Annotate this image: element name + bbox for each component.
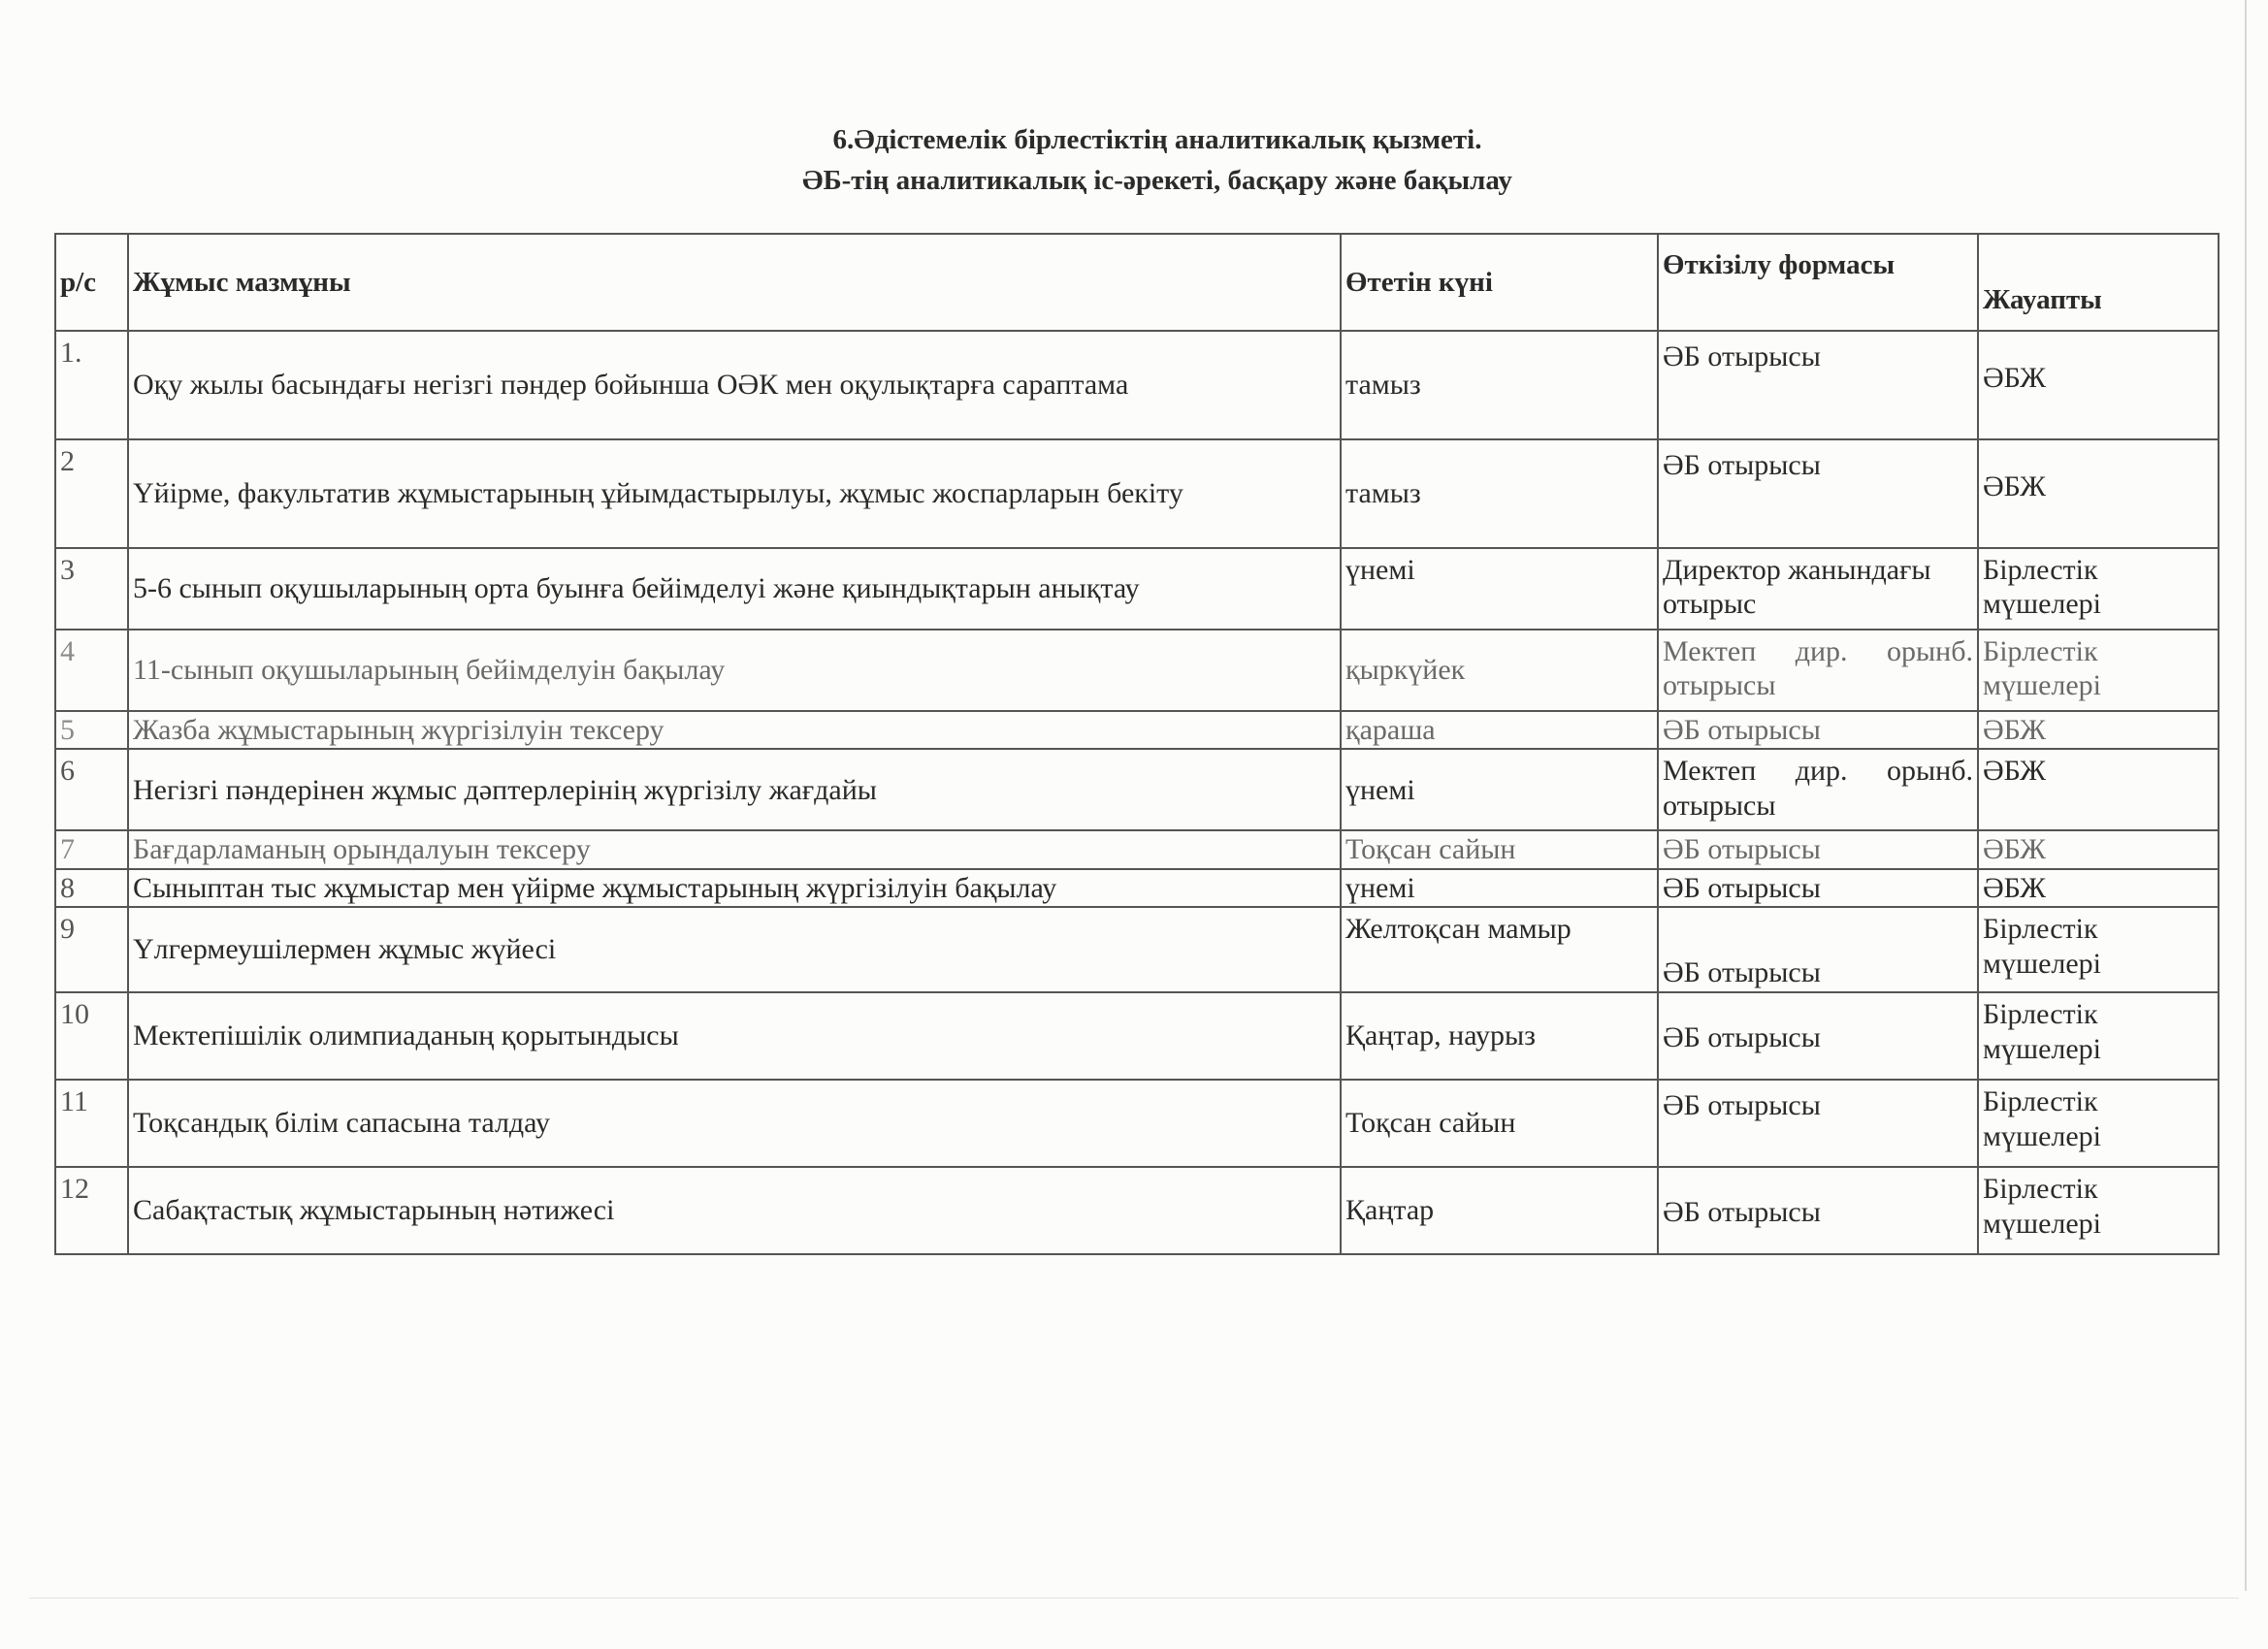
row-date: тамыз (1341, 439, 1658, 548)
table-row (55, 630, 2219, 711)
row-number: 1. (55, 331, 128, 439)
row-form: Мектеп дир. орынб. отырысы (1658, 630, 1978, 711)
row-number: 3 (55, 548, 128, 630)
row-form: Мектеп дир. орынб. отырысы (1658, 749, 1978, 830)
row-responsible: ӘБЖ (1978, 830, 2219, 868)
row-form: Директор жанындағы отырыс (1658, 548, 1978, 630)
header-responsible: Жауапты (1978, 234, 2219, 331)
row-date: тамыз (1341, 331, 1658, 439)
page-bottom-line (29, 1598, 2239, 1599)
row-form: ӘБ отырысы (1658, 907, 1978, 992)
row-content: 5-6 сынып оқушыларының орта буынға бейімделуі және қиындықтарын анықтау (128, 548, 1341, 630)
row-date: Қаңтар (1341, 1167, 1658, 1254)
row-form: ӘБ отырысы (1658, 1080, 1978, 1167)
row-number: 10 (55, 992, 128, 1080)
row-responsible: Бірлестік мүшелері (1978, 1167, 2219, 1254)
row-date: Тоқсан сайын (1341, 830, 1658, 868)
row-content: Тоқсандық білім сапасына талдау (128, 1080, 1341, 1167)
row-content: Мектепішілік олимпиаданың қорытындысы (128, 992, 1341, 1080)
row-date: үнемі (1341, 869, 1658, 907)
row-number: 5 (55, 711, 128, 749)
row-content: Сабақтастық жұмыстарының нәтижесі (128, 1167, 1341, 1254)
table-row (55, 1080, 2219, 1167)
row-responsible: ӘБЖ (1978, 711, 2219, 749)
row-date: қараша (1341, 711, 1658, 749)
row-number: 12 (55, 1167, 128, 1254)
row-form: ӘБ отырысы (1658, 1167, 1978, 1254)
row-form: ӘБ отырысы (1658, 331, 1978, 439)
row-responsible: Бірлестік мүшелері (1978, 907, 2219, 992)
row-content: Сыныптан тыс жұмыстар мен үйірме жұмыстарының жүргізілуін бақылау (128, 869, 1341, 907)
row-number: 2 (55, 439, 128, 548)
table-row (55, 992, 2219, 1080)
row-form: ӘБ отырысы (1658, 830, 1978, 868)
row-form: ӘБ отырысы (1658, 869, 1978, 907)
row-form: ӘБ отырысы (1658, 439, 1978, 548)
row-responsible: ӘБЖ (1978, 869, 2219, 907)
table-row (55, 869, 2219, 907)
row-responsible: ӘБЖ (1978, 331, 2219, 439)
document-title: 6.Әдістемелік бірлестіктің аналитикалық қызметі. (832, 124, 1482, 155)
row-content: Негізгі пәндерінен жұмыс дәптерлерінің жүргізілу жағдайы (128, 749, 1341, 830)
table-row (55, 548, 2219, 630)
row-number: 4 (55, 630, 128, 711)
row-number: 11 (55, 1080, 128, 1167)
table-row (55, 1167, 2219, 1254)
table-header-row (55, 234, 2219, 331)
table-row (55, 749, 2219, 830)
row-date: үнемі (1341, 548, 1658, 630)
row-content: Жазба жұмыстарының жүргізілуін тексеру (128, 711, 1341, 749)
row-form: ӘБ отырысы (1658, 992, 1978, 1080)
row-number: 7 (55, 830, 128, 868)
header-date: Өтетін күні (1341, 234, 1658, 331)
table-row (55, 907, 2219, 992)
row-date: үнемі (1341, 749, 1658, 830)
table-row (55, 830, 2219, 868)
table-row (55, 331, 2219, 439)
document-subtitle: ӘБ-тің аналитикалық іс-әрекеті, басқару және бақылау (802, 165, 1512, 196)
row-responsible: ӘБЖ (1978, 439, 2219, 548)
row-content: Бағдарламаның орындалуын тексеру (128, 830, 1341, 868)
row-content: 11-сынып оқушыларының бейімделуін бақылау (128, 630, 1341, 711)
table-row (55, 439, 2219, 548)
row-content: Үйірме, факультатив жұмыстарының ұйымдастырылуы, жұмыс жоспарларын бекіту (128, 439, 1341, 548)
row-responsible: Бірлестік мүшелері (1978, 992, 2219, 1080)
row-responsible: Бірлестік мүшелері (1978, 548, 2219, 630)
row-form: ӘБ отырысы (1658, 711, 1978, 749)
header-no: р/с (55, 234, 128, 331)
row-number: 6 (55, 749, 128, 830)
row-content: Үлгермеушілермен жұмыс жүйесі (128, 907, 1341, 992)
header-content: Жұмыс мазмұны (128, 234, 1341, 331)
header-form: Өткізілу формасы (1658, 234, 1978, 331)
row-date: Тоқсан сайын (1341, 1080, 1658, 1167)
table-row (55, 711, 2219, 749)
row-date: Қаңтар, наурыз (1341, 992, 1658, 1080)
row-content: Оқу жылы басындағы негізгі пәндер бойынша ОӘК мен оқулықтарға сараптама (128, 331, 1341, 439)
row-date: Желтоқсан мамыр (1341, 907, 1658, 992)
work-plan-table (54, 233, 2219, 1255)
page-edge (2245, 0, 2247, 1591)
row-responsible: ӘБЖ (1978, 749, 2219, 830)
row-responsible: Бірлестік мүшелері (1978, 1080, 2219, 1167)
row-number: 9 (55, 907, 128, 992)
row-date: қыркүйек (1341, 630, 1658, 711)
row-number: 8 (55, 869, 128, 907)
row-responsible: Бірлестік мүшелері (1978, 630, 2219, 711)
